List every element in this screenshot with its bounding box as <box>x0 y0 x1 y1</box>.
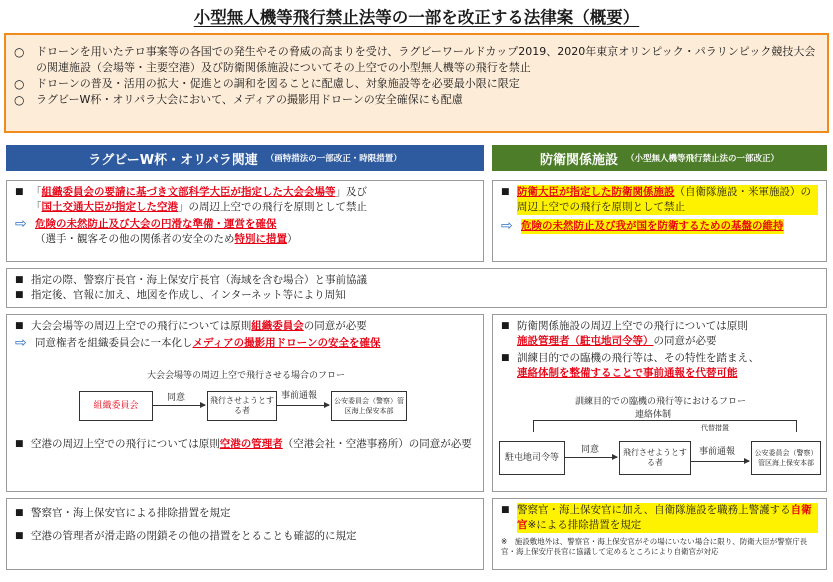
list-item: ⇨ 同意権者を組織委員会に一本化しメディアの撮影用ドローンの安全を確保 <box>15 335 381 351</box>
flow-label-notice: 事前通報 <box>281 391 318 401</box>
list-item: ⇨ 危険の未然防止及び大会の円滑な準備・運営を確保 （選手・観客その他の関係者の安全のため特別に措置） <box>15 216 298 245</box>
right-column-header: 防衛関係施設 （小型無人機等飛行禁止法の一部改正） <box>492 145 827 171</box>
flow-arrow-icon <box>277 405 329 406</box>
square-bullet-icon: ■ <box>15 187 24 197</box>
left-removal-box <box>6 498 484 570</box>
square-bullet-icon: ■ <box>15 321 24 331</box>
list-item: ■ 防衛関係施設の周辺上空での飛行については原則 施設管理者（駐屯地司令等）の同意が必要 <box>501 320 748 347</box>
flow-box-operator: 飛行させようとする者 <box>619 441 691 475</box>
square-bullet-icon: ■ <box>15 531 24 541</box>
right-consent-box <box>492 314 827 492</box>
flow-box-authorities: 公安委員会（警察）管区海上保安本部 <box>751 441 821 475</box>
flow-box-operator: 飛行させようとする者 <box>207 391 277 421</box>
flow-arrow-icon <box>153 405 205 406</box>
flow-arrow-icon <box>691 461 749 462</box>
square-bullet-icon: ■ <box>501 505 510 515</box>
flow-label-consent: 同意 <box>581 445 600 455</box>
right-removal-box <box>492 498 827 570</box>
circle-marker-icon: ○ <box>14 93 25 107</box>
list-item: ■ 空港の周辺上空での飛行については原則空港の管理者（空港会社・空港事務所）の同意が必要 <box>15 438 472 450</box>
page-title: 小型無人機等飛行禁止法等の一部を改正する法律案（概要） <box>193 8 640 27</box>
flow-caption: 訓練目的での臨機の飛行等におけるフロー <box>574 397 746 407</box>
list-item: ■ 「組織委員会の要請に基づき文部科学大臣が指定した大会会場等」及び 「国土交通大臣が指定した空港」の周辺上空での飛行を原則として禁止 <box>15 186 367 213</box>
list-item: ■ 大会会場等の周辺上空での飛行については原則組織委員会の同意が必要 <box>15 320 367 332</box>
arrow-right-icon: ⇨ <box>501 218 513 234</box>
flow-box-authorities: 公安委員会（警察）管区海上保安本部 <box>331 391 407 421</box>
right-designation-box <box>492 180 827 262</box>
list-item: ■ 警察官・海上保安官に加え、自衛隊施設を職務上警護する自衛官※による排除措置を規定 <box>501 503 818 533</box>
list-item: ⇨ 危険の未然防止及び我が国を防衛するための基盤の維持 <box>501 218 784 234</box>
square-bullet-icon: ■ <box>15 508 24 518</box>
square-bullet-icon: ■ <box>15 275 24 285</box>
flow-label-liaison: 連絡体制 <box>634 410 671 420</box>
list-item: ■ 防衛大臣が指定した防衛関係施設（自衛隊施設・米軍施設）の周辺上空での飛行を原則として禁止 <box>501 185 818 215</box>
flow-caption: 大会会場等の周辺上空で飛行させる場合のフロー <box>146 371 345 381</box>
overview-box <box>4 33 829 133</box>
flow-arrow-icon <box>565 457 617 458</box>
flow-label-alternative: 代替措置 <box>701 424 729 432</box>
flow-box-organizing-committee: 組織委員会 <box>79 391 153 421</box>
left-consent-box <box>6 314 484 492</box>
circle-marker-icon: ○ <box>14 77 25 91</box>
arrow-right-icon: ⇨ <box>15 335 27 351</box>
list-item: ■ 訓練目的での臨機の飛行等は、その特性を踏まえ、 連絡体制を整備することで事前通報を代替可能 <box>501 352 760 379</box>
arrow-right-icon: ⇨ <box>15 216 27 232</box>
square-bullet-icon: ■ <box>501 321 510 331</box>
liaison-line <box>533 420 797 432</box>
square-bullet-icon: ■ <box>15 290 24 300</box>
shared-procedure-box <box>6 268 827 308</box>
list-item: ■ 警察官・海上保安官による排除措置を規定 <box>15 507 231 519</box>
flow-label-notice: 事前通報 <box>699 447 736 457</box>
list-item: ■ 空港の管理者が滑走路の閉鎖その他の措置をとることも確認的に規定 <box>15 530 357 542</box>
list-item: ■ 指定後、官報に加え、地図を作成し、インターネット等により周知 <box>15 289 346 301</box>
square-bullet-icon: ■ <box>501 353 510 363</box>
square-bullet-icon: ■ <box>501 187 510 197</box>
overview-item: ○ ドローンの普及・活用の拡大・促進との調和を図ることに配慮し、対象施設等を必要最小限に限定 <box>14 77 520 91</box>
flow-box-base-commander: 駐屯地司令等 <box>499 441 565 475</box>
left-column-header: ラグビーW杯・オリパラ関連 （画特措法の一部改正・時限措置） <box>6 145 484 171</box>
overview-item: ○ ラグビーW杯・オリパラ大会において、メディアの撮影用ドローンの安全確保にも配慮 <box>14 93 463 107</box>
list-item: ■ 指定の際、警察庁長官・海上保安庁長官（海域を含む場合）と事前協議 <box>15 274 367 286</box>
left-designation-box <box>6 180 484 262</box>
overview-item: ○ ドローンを用いたテロ事案等の各国での発生やその脅威の高まりを受け、ラグビーワールドカップ2019、2020年東京オリンピック・パラリンピック競技大会の関連施設（会場等・主要空港）及び防衛関係施設についてその上空での小型無人機等の飛行を禁止 <box>14 45 816 74</box>
circle-marker-icon: ○ <box>14 45 25 59</box>
square-bullet-icon: ■ <box>15 439 24 449</box>
footnote: ※ 施設敷地外は、警察官・海上保安官がその場にいない場合に限り、防衛大臣が警察庁長官・海上保安庁長官に協議して定めるところにより自衛官が対応 <box>501 537 808 556</box>
flow-label-consent: 同意 <box>167 393 186 403</box>
